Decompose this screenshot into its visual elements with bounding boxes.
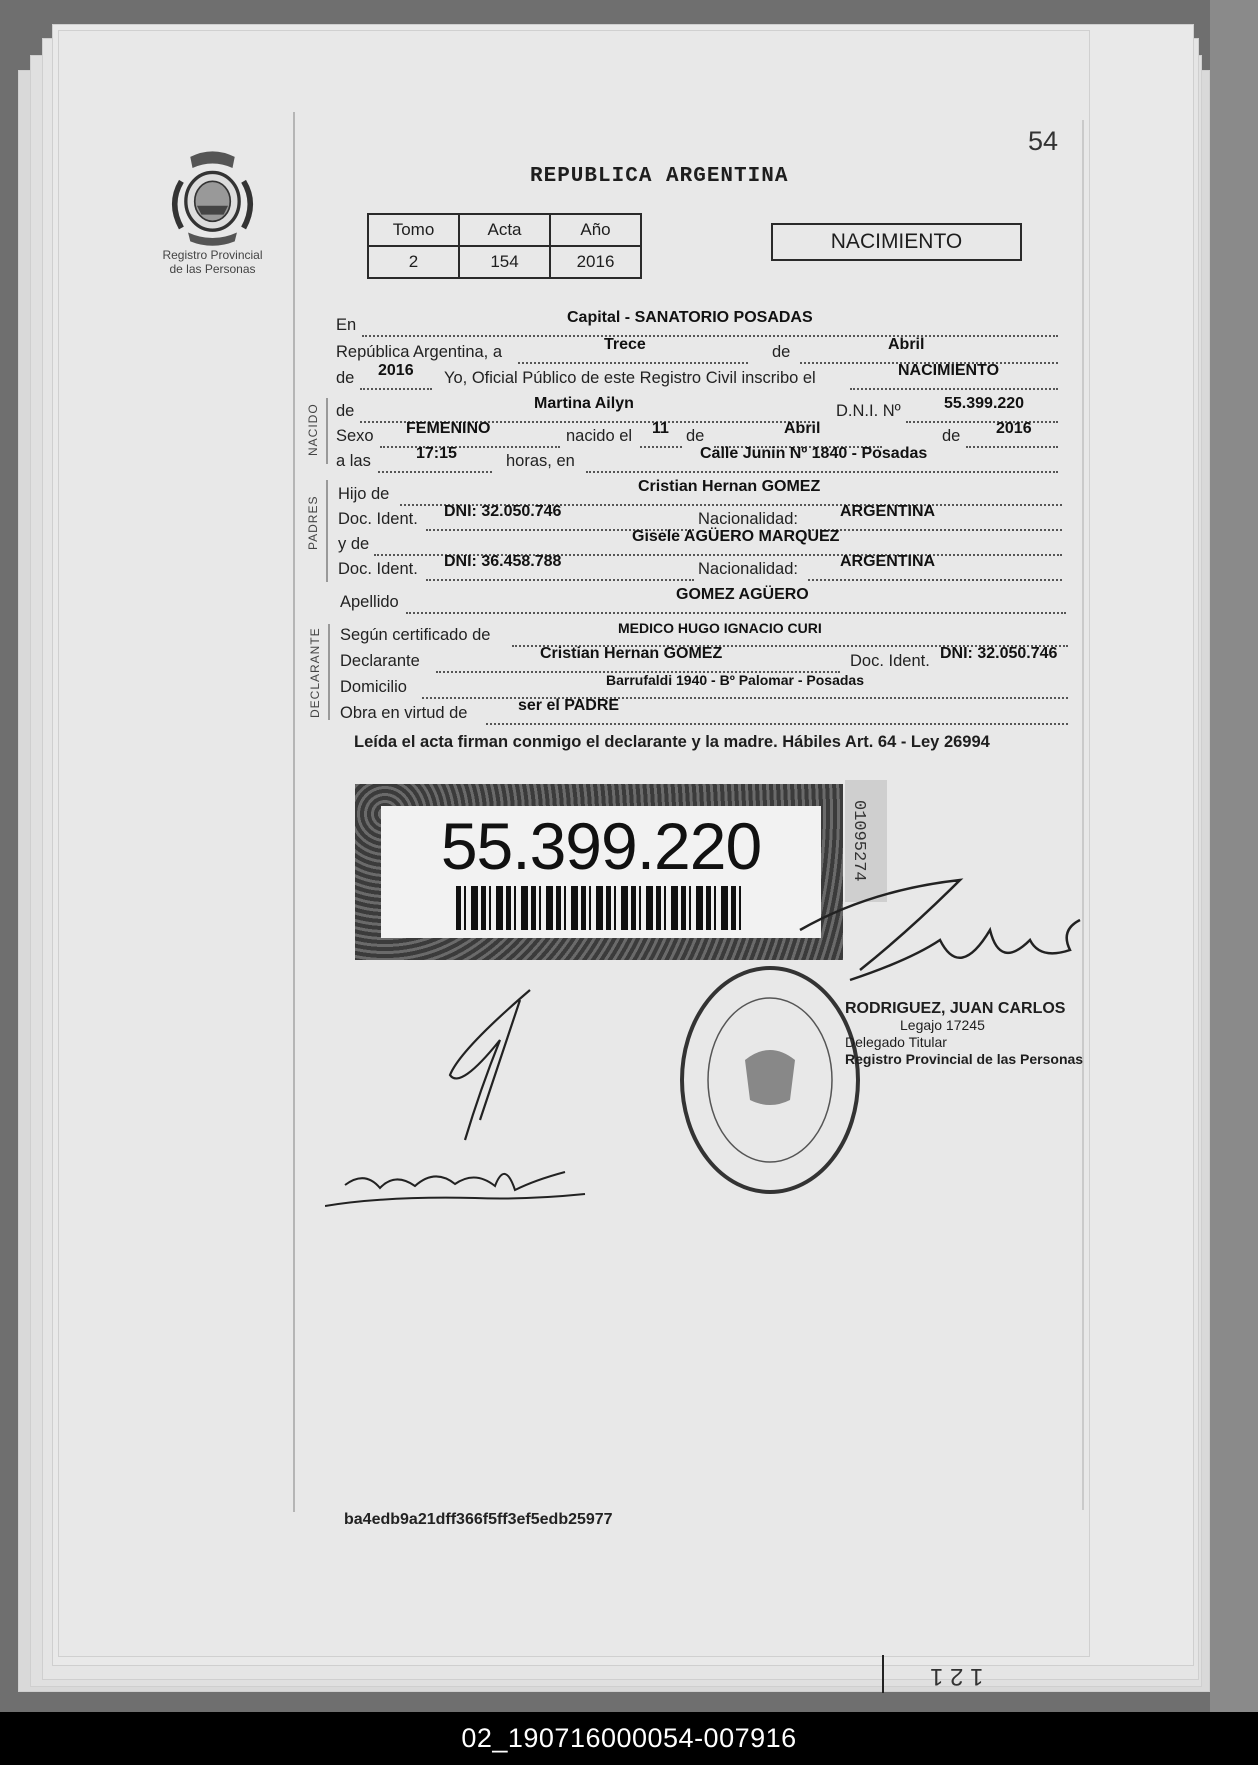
address-value: Barrufaldi 1940 - Bº Palomar - Posadas [606,672,864,688]
row-surname [340,586,809,615]
section-bracket [326,398,328,464]
row-statement [336,362,1000,391]
dotted-line [808,529,1062,531]
background-strip [1210,0,1258,1712]
born-day: 11 [652,420,669,437]
official-role: Delegado Titular [845,1034,947,1050]
mother-doc: DNI: 36.458.788 [444,553,562,570]
dni-sticker-number: 55.399.220 [440,809,762,883]
month-word: Abril [888,336,925,353]
official-block [845,1000,1083,1068]
born-label: nacido el [566,427,633,445]
document-hash: ba4edb9a21dff366f5ff3ef5edb25977 [344,1511,613,1528]
row-mother-doc [338,553,936,582]
row-time [336,445,928,474]
day-word: Trece [604,336,646,353]
row-acts-as [340,697,620,726]
dotted-line [378,471,492,473]
dni-value: 55.399.220 [944,395,1025,412]
name-value: Martina Ailyn [534,395,634,412]
dni-sticker [355,784,843,960]
doc-label: Doc. Ident. [338,510,418,528]
row-place [336,309,813,338]
row-name [336,395,1025,424]
row-date [336,336,925,365]
doc-label: Doc. Ident. [338,560,418,578]
side-label-declarante: DECLARANTE [308,627,322,718]
row-declarant [340,645,1058,674]
statement-text: Yo, Oficial Público de este Registro Civil inscribo el [444,369,816,387]
father-doc: DNI: 32.050.746 [444,503,562,520]
dotted-line [426,579,694,581]
time-value: 17:15 [416,445,457,462]
surname-label: Apellido [340,593,399,611]
dotted-line [906,421,1058,423]
dotted-line [966,446,1058,448]
country-title: REPUBLICA ARGENTINA [530,165,789,188]
dotted-line [380,446,560,448]
and-label: y de [338,535,370,553]
declarant-signature [420,980,580,1150]
section-bracket [326,480,328,582]
child-of-label: Hijo de [338,485,390,503]
nationality-label: Nacionalidad: [698,560,798,578]
name-label: de [336,402,355,420]
value-ano: 2016 [550,246,641,278]
certificate-label: Según certificado de [340,626,491,644]
row-address [340,672,864,700]
official-office: Registro Provincial de las Personas [845,1051,1084,1067]
born-de-2: de [942,427,961,445]
de-label: de [772,343,791,361]
document-type-box: NACIMIENTO [771,223,1022,261]
year-prefix: de [336,369,355,387]
republic-label: República Argentina, a [336,343,503,361]
official-legajo: Legajo 17245 [900,1017,985,1033]
birth-place: Calle Junin Nº 1840 - Posadas [700,445,928,462]
footer-id-bar: 02_190716000054-007916 [0,1712,1258,1765]
dotted-line [360,388,432,390]
father-nationality: ARGENTINA [840,503,936,520]
dotted-line [640,446,682,448]
barcode-icon [456,886,746,930]
surname-value: GOMEZ AGÜERO [676,586,809,603]
born-de-1: de [686,427,705,445]
mother-nationality: ARGENTINA [840,553,936,570]
acts-label: Obra en virtud de [340,704,468,722]
dni-serial: 01095274 [849,800,868,882]
sex-label: Sexo [336,427,374,445]
dotted-line [362,335,1058,337]
address-label: Domicilio [340,678,407,696]
row-father [338,478,821,507]
row-father-doc [338,503,936,532]
header-acta: Acta [459,214,550,246]
dotted-line [808,579,1062,581]
value-tomo: 2 [368,246,459,278]
born-year: 2016 [996,420,1032,437]
certificate-value: MEDICO HUGO IGNACIO CURI [618,620,822,636]
margin-line-right [1082,120,1084,1510]
event-value: NACIMIENTO [898,362,1000,379]
dotted-line [850,388,1058,390]
dotted-line [586,471,1058,473]
dni-label: D.N.I. Nº [836,402,901,420]
row-sex [336,420,1032,449]
declarant-label: Declarante [340,652,420,670]
bottom-note: 1 2 1 [930,1663,984,1690]
value-acta: 154 [459,246,550,278]
dni-sticker-label [381,806,821,938]
header-ano: Año [550,214,641,246]
section-bracket [328,624,330,720]
registry-table-header [368,214,641,246]
year-value: 2016 [378,362,414,379]
sex-value: FEMENINO [406,420,491,437]
crest-label-2: de las Personas [169,262,256,276]
official-name: RODRIGUEZ, JUAN CARLOS [845,1000,1066,1017]
hours-label: horas, en [506,452,575,470]
place-label: En [336,316,357,334]
page-number: 54 [1028,126,1059,156]
declarant-name: Cristian Hernan GOMEZ [540,645,723,662]
side-label-padres: PADRES [306,495,320,550]
official-seal-icon [675,960,865,1200]
row-mother [338,528,840,557]
acts-value: ser el PADRE [518,697,620,714]
closing-text: Leída el acta firman conmigo el declarante y la madre. Hábiles Art. 64 - Ley 26994 [354,733,990,751]
registry-table [367,213,642,279]
mother-signature [325,1150,595,1210]
row-certificate [340,620,822,648]
bottom-mark [882,1655,884,1693]
father-name: Cristian Hernan GOMEZ [638,478,821,495]
declarant-doc: DNI: 32.050.746 [940,645,1058,662]
side-label-nacido: NACIDO [306,403,320,456]
dotted-line [486,723,1068,725]
declarant-doc-label: Doc. Ident. [850,652,930,670]
crest-label-1: Registro Provincial [162,248,263,262]
crest [150,148,275,288]
registry-table-values [368,246,641,278]
header-tomo: Tomo [368,214,459,246]
mother-name: Gisele AGÜERO MARQUEZ [632,528,840,545]
dotted-line [518,362,748,364]
margin-line [293,112,295,1512]
born-month: Abril [784,420,821,437]
provincial-coat-of-arms-icon [150,148,275,248]
dotted-line [406,612,1066,614]
time-label: a las [336,452,371,470]
place-value: Capital - SANATORIO POSADAS [567,309,813,326]
nationality-label: Nacionalidad: [698,510,798,528]
